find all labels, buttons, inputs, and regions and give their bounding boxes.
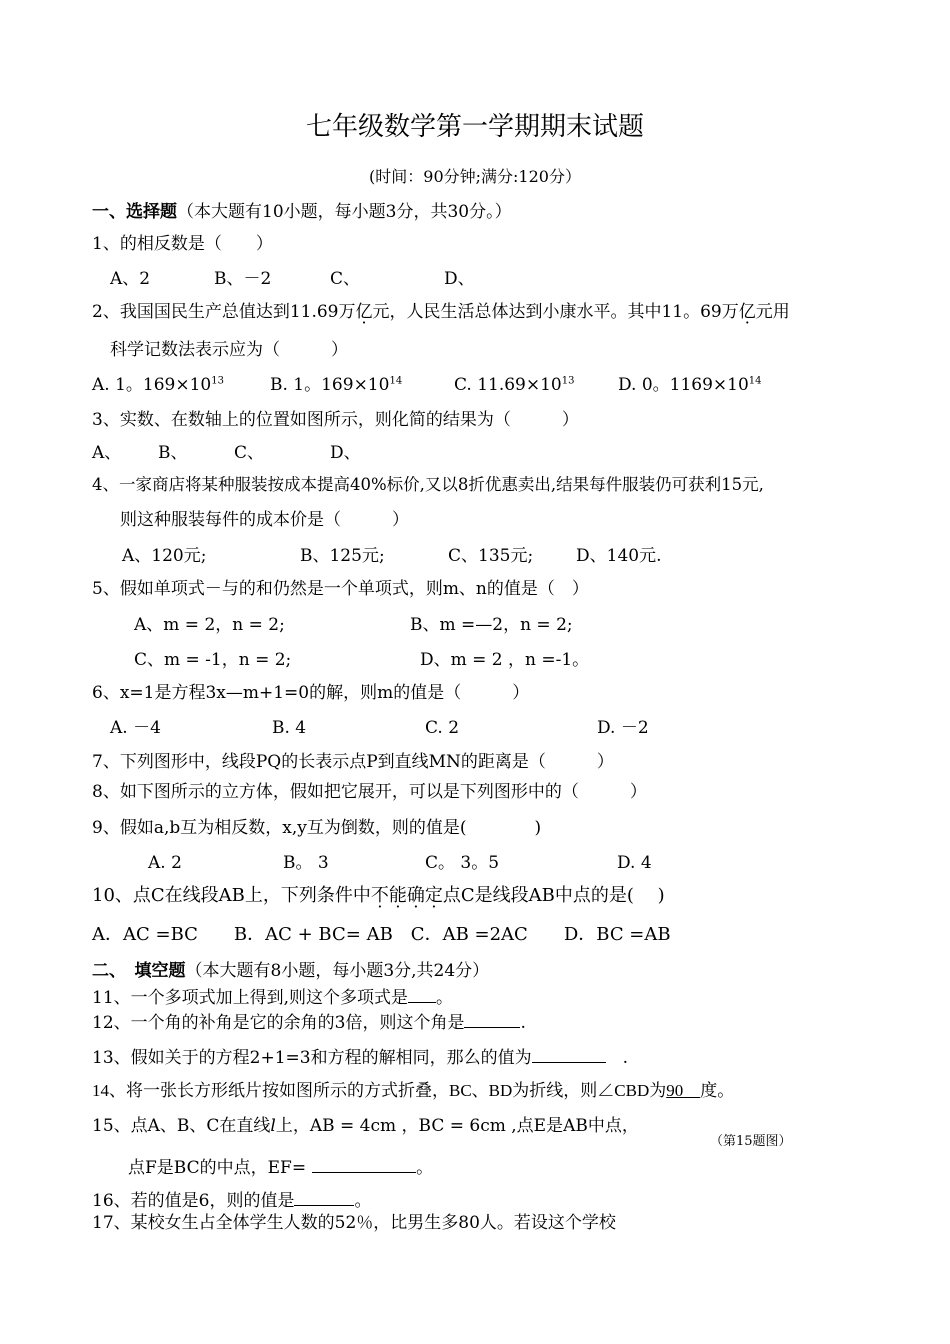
- q1-option-d: D、: [444, 269, 475, 289]
- q2-option-c-base: C. 11.69×10: [454, 375, 562, 395]
- section-2-desc: （本大题有8小题，每小题3分,共24分）: [185, 961, 490, 981]
- question-1: 1、的相反数是（ ）: [92, 234, 273, 254]
- q2-option-a-exp: 13: [211, 375, 224, 387]
- q4-option-a: A、120元;: [122, 546, 207, 566]
- q12-blank: [464, 1010, 520, 1028]
- q10-emph-1: 不: [370, 885, 389, 906]
- question-10: [92, 885, 665, 907]
- q4-option-c: C、135元;: [448, 546, 534, 566]
- q13-blank: [532, 1045, 606, 1063]
- q3-option-b: B、: [158, 443, 188, 463]
- q6-option-c: C. 2: [425, 718, 460, 738]
- q15-text-2: 点F是BC的中点，EF=: [128, 1158, 307, 1178]
- q15-text: 15、点A、B、C在直线: [92, 1116, 271, 1136]
- q5-option-a: A、m = 2，n = 2;: [134, 615, 285, 635]
- q15-rest: 上，AB = 4cm ，BC = 6cm ,点E是AB中点，: [275, 1116, 639, 1136]
- question-8: 8、如下图所示的立方体，假如把它展开，可以是下列图形中的（ ）: [92, 782, 647, 802]
- q2-option-b-base: B. 1。169×10: [270, 375, 390, 395]
- question-13: [92, 1045, 628, 1069]
- q2-text-2: 元，人民生活总体达到小康水平。其中11。69万: [372, 302, 739, 322]
- q9-option-a: A. 2: [148, 853, 182, 873]
- question-12: [92, 1010, 526, 1034]
- q10-options: A．AC =BC B．AC + BC= AB C．AB =2AC D．BC =AB: [92, 924, 671, 945]
- question-11: [92, 985, 453, 1009]
- question-4: 4、一家商店将某种服装按成本提高40%标价,又以8折优惠卖出,结果每件服装仍可获利15元,: [92, 475, 764, 494]
- q6-option-b: B. 4: [272, 718, 307, 738]
- q2-option-b-exp: 14: [389, 375, 403, 387]
- q2-emph-1: 亿: [355, 302, 373, 322]
- q10-emph-3: 确: [406, 885, 425, 906]
- q13-text: 13、假如关于的方程2+1=3和方程的解相同，那么的值为: [92, 1048, 532, 1068]
- q11-end: 。: [436, 988, 454, 1008]
- q2-option-a-base: A. 1。169×10: [92, 375, 212, 395]
- q11-text: 11、一个多项式加上得到,则这个多项式是: [92, 988, 409, 1008]
- q16-text: 16、若的值是6，则的值是: [92, 1191, 295, 1211]
- section-1-header: [92, 201, 512, 223]
- q1-option-b: B、－2: [214, 269, 272, 289]
- q12-end: .: [520, 1013, 526, 1033]
- q2-option-a: [92, 374, 224, 396]
- question-15-line-2: [128, 1155, 433, 1179]
- q4-option-b: B、125元;: [300, 546, 385, 566]
- q4-option-d: D、140元.: [576, 546, 662, 566]
- q1-option-a: A、2: [110, 269, 151, 289]
- q9-option-b: B。 3: [283, 853, 329, 873]
- q15-end: 。: [416, 1158, 434, 1178]
- q2-text-3: 元用: [755, 302, 790, 322]
- question-5: 5、假如单项式－与的和仍然是一个单项式，则m、n的值是（ ）: [92, 579, 589, 599]
- q14-end: 度。: [700, 1081, 735, 1100]
- q16-end: 。: [354, 1191, 372, 1211]
- q3-option-d: D、: [330, 443, 361, 463]
- question-17: 17、某校女生占全体学生人数的52％，比男生多80人。若设这个学校: [92, 1213, 616, 1233]
- q5-option-b: B、m =—2，n = 2;: [410, 615, 573, 635]
- q15-figure-caption: （第15题图）: [710, 1134, 792, 1149]
- q9-option-c: C。 3。5: [425, 853, 500, 873]
- question-9: 9、假如a,b互为相反数，x,y互为倒数，则的值是( ): [92, 818, 542, 838]
- q3-option-c: C、: [234, 443, 265, 463]
- q6-option-d: D. －2: [597, 718, 649, 738]
- question-15: [92, 1115, 639, 1137]
- q2-option-b: [270, 374, 402, 396]
- question-4-line-2: 则这种服装每件的成本价是（ ）: [120, 510, 409, 530]
- q11-blank: [408, 985, 436, 1003]
- question-2-line-2: 科学记数法表示应为（ ）: [110, 340, 348, 360]
- question-14: [92, 1080, 734, 1102]
- q2-option-d-base: D. 0。1169×10: [618, 375, 749, 395]
- section-2-title: 二、 填空题: [92, 961, 186, 981]
- question-3: 3、实数、在数轴上的位置如图所示，则化简的结果为（ ）: [92, 410, 579, 430]
- question-6: 6、x=1是方程3x—m+1=0的解，则m的值是（ ）: [92, 683, 530, 703]
- q5-option-d: D、m = 2 ，n =-1。: [420, 650, 590, 670]
- q10-text-2: 点C是线段AB中点的是( ): [442, 885, 665, 906]
- q9-option-d: D. 4: [617, 853, 652, 873]
- q10-emph-2: 能: [388, 885, 407, 906]
- q2-emph-2: 亿: [738, 302, 756, 322]
- page-title: 七年级数学第一学期期末试题: [305, 112, 644, 142]
- q2-option-d-exp: 14: [748, 375, 762, 387]
- q10-text-1: 10、点C在线段AB上，下列条件中: [92, 885, 371, 906]
- q2-option-d: [618, 374, 762, 396]
- q2-option-c: [454, 374, 575, 396]
- q14-text: 14、将一张长方形纸片按如图所示的方式折叠，BC、BD为折线，则∠CBD为: [92, 1081, 667, 1100]
- q6-option-a: A. －4: [110, 718, 161, 738]
- section-2-header: [92, 960, 489, 982]
- q15-blank: [312, 1155, 416, 1173]
- q13-end: .: [605, 1048, 628, 1068]
- q1-option-c: C、: [330, 269, 361, 289]
- section-1-title: 一、选择题: [92, 202, 177, 222]
- q2-text-1: 2、我国国民生产总值达到11.69万: [92, 302, 356, 322]
- q2-option-c-exp: 13: [561, 375, 575, 387]
- q3-option-a: A、: [92, 443, 122, 463]
- q14-answer-value: 90: [666, 1081, 684, 1100]
- question-16: [92, 1188, 371, 1212]
- q16-blank: [294, 1188, 354, 1206]
- q10-emph-4: 定: [424, 885, 443, 906]
- question-2: [92, 301, 790, 323]
- q5-option-c: C、m = -1，n = 2;: [134, 650, 292, 670]
- q14-answer: [666, 1081, 700, 1100]
- exam-info: (时间：90分钟;满分:120分）: [369, 167, 581, 186]
- q15-line-l: l: [270, 1116, 276, 1136]
- question-7: 7、下列图形中，线段PQ的长表示点P到直线MN的距离是（ ）: [92, 752, 614, 772]
- q12-text: 12、一个角的补角是它的余角的3倍，则这个角是: [92, 1013, 465, 1033]
- section-1-desc: （本大题有10小题，每小题3分，共30分。）: [177, 202, 512, 222]
